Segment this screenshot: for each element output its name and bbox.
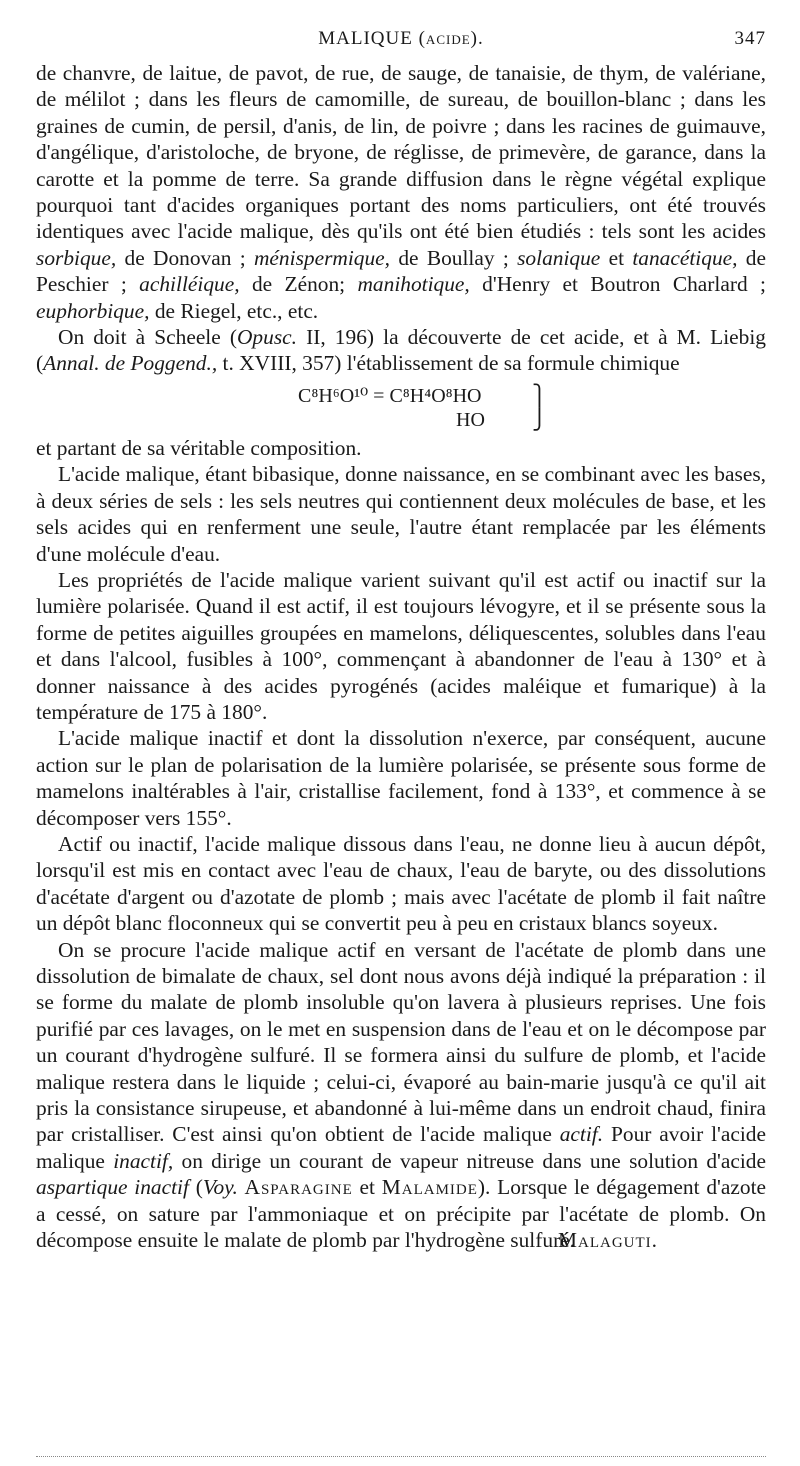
bottom-rule: [36, 1456, 766, 1457]
paragraph-6: L'acide malique inactif et dont la dissolution n'exerce, par conséquent, aucune action sur le plan de polarisation de la lumière polarisée, se présente sous forme de mamelons inaltérables à l'air, cristallise facilement, fond à 133°, et commence à se décomposer vers 155°.: [36, 726, 766, 830]
paragraph-1: [36, 60, 766, 324]
text-run: on dirige un courant de vapeur nitreuse dans une solution d'acide: [173, 1148, 766, 1173]
text-run: de Riegel, etc., etc.: [149, 298, 319, 323]
text-run: de Boullay ;: [390, 245, 518, 270]
text-run: ). Lorsque le dégagement d'azote a cessé, on sature par l'ammoniaque et on précipite par l'acétate de plomb. On décompose ensuite le malate de plomb par l'hydrogène sulfuré.: [36, 1175, 767, 1253]
italic-term: inactif,: [113, 1148, 174, 1173]
cross-reference: Asparagine: [237, 1175, 353, 1200]
chemical-formula: [36, 383, 766, 431]
paragraph-7: Actif ou inactif, l'acide malique dissous dans l'eau, ne donne lieu à aucun dépôt, lorsqu'il est mis en contact avec l'eau de chaux, l'eau de baryte, ou des dissolutions d'acétate d'argent ou d'azotate de plomb ; mais avec l'acétate de plomb il fait naître un dépôt blanc floconneux qui se convertit peu à peu en cristaux blancs soyeux.: [36, 831, 766, 936]
paragraph-8: [36, 937, 766, 1254]
text-run: On se procure l'acide malique actif en versant de l'acétate de plomb dans une dissolution de bimalate de chaux, sel dont nous avons déjà indiqué la préparation : il se forme du malate de plomb insoluble qu'on lavera à plusieurs reprises. Une fois purifié par ces lavages, on le met en suspension dans de l'eau et on le décompose par un courant d'hydrogène sulfuré. Il se formera ainsi du sulfure de plomb, et l'acide malique restera dans le liquide ; celui-ci, évaporé au bain-marie jusqu'à ce qu'il ait pris la consistance sirupeuse, et abandonné à lui-même dans un endroit chaud, finira par cristalliser. C'est ainsi qu'on obtient de l'acide malique: [36, 937, 766, 1147]
author-signature: Malaguti.: [557, 1228, 658, 1253]
italic-citation: Annal. de Poggend.,: [43, 351, 218, 376]
italic-term: ménispermique,: [253, 245, 391, 270]
formula-ho: HO: [456, 408, 485, 431]
italic-term: euphorbique,: [36, 298, 150, 323]
italic-term: solanique: [517, 245, 601, 270]
text-run: (: [188, 1175, 203, 1200]
running-title: [36, 28, 766, 50]
italic-term: actif.: [559, 1122, 604, 1147]
formula-brace-bottom: ⎭: [532, 408, 547, 431]
paragraph-3: et partant de sa véritable composition.: [36, 435, 362, 460]
text-run: II, 196) la découverte de cet acide, et à M. Liebig (: [36, 325, 766, 376]
paragraph-4: L'acide malique, étant bibasique, donne naissance, en se combinant avec les bases, à deux séries de sels : les sels neutres qui contiennent deux molécules de base, et les sels acides qui en renferment une seule, l'autre étant remplacée par les éléments d'une molécule d'eau.: [36, 462, 766, 566]
text-run: de chanvre, de laitue, de pavot, de rue, de sauge, de tanaisie, de thym, de valériane, de mélilot ; dans les fleurs de camomille, de sureau, de bouillon-blanc ; dans les graines de cumin, de persil, d'anis, de lin, de poivre ; dans les racines de guimauve, d'angélique, d'aristoloche, de bryone, de réglisse, de primevère, de garance, dans la carotte et la pomme de terre. Sa grande diffusion dans le règne végétal explique pourquoi tant d'acides organiques portant des noms particuliers, ont été trouvés identiques avec l'acide malique, dès qu'ils ont été bien étudiés : tels sont les acides: [36, 61, 766, 244]
text-run: d'Henry et Boutron Charlard ;: [469, 272, 767, 297]
cross-reference: Malamide: [381, 1175, 478, 1200]
text-run: Pour avoir l'acide malique: [36, 1122, 766, 1173]
italic-term: manihotique,: [357, 272, 470, 297]
italic-term: tanacétique,: [632, 245, 738, 270]
text-run: et: [352, 1175, 382, 1200]
text-run: t. XVIII, 357) l'établissement de sa formule chimique: [217, 351, 680, 376]
paragraph-5: Les propriétés de l'acide malique varient suivant qu'il est actif ou inactif sur la lumière polarisée. Quand il est actif, il est toujours lévogyre, et il se présente sous la forme de petites aiguilles groupées en mamelons, déliquescentes, solubles dans l'eau et dans l'alcool, fusibles à 100°, commençant à abandonner de l'eau à 130° et à donner naissance à des acides pyrogénés (acides maléique et fumarique) à la température de 175 à 180°.: [36, 567, 766, 724]
header-title-sub: (acide).: [418, 28, 484, 49]
running-header: [36, 28, 766, 54]
body-text: [36, 60, 766, 1253]
paragraph-2: [36, 324, 766, 377]
italic-term: aspartique inactif: [36, 1175, 189, 1200]
page-number: 347: [734, 28, 766, 49]
text-run: et: [600, 245, 633, 270]
text-run: de Peschier ;: [36, 245, 766, 297]
text-run: de Donovan ;: [116, 245, 254, 270]
italic-term: sorbique,: [36, 245, 117, 270]
header-title: MALIQUE: [318, 28, 413, 49]
italic-term: Voy.: [202, 1175, 238, 1200]
formula-main: C⁸H⁶O¹⁰ = C⁸H⁴O⁸HO: [298, 384, 482, 407]
italic-citation: Opusc.: [236, 325, 297, 350]
text-run: On doit à Scheele (: [58, 325, 237, 350]
italic-term: achilléique,: [139, 272, 240, 297]
text-run: de Zénon;: [239, 272, 358, 297]
formula-brace-top: ⎫: [532, 384, 547, 407]
